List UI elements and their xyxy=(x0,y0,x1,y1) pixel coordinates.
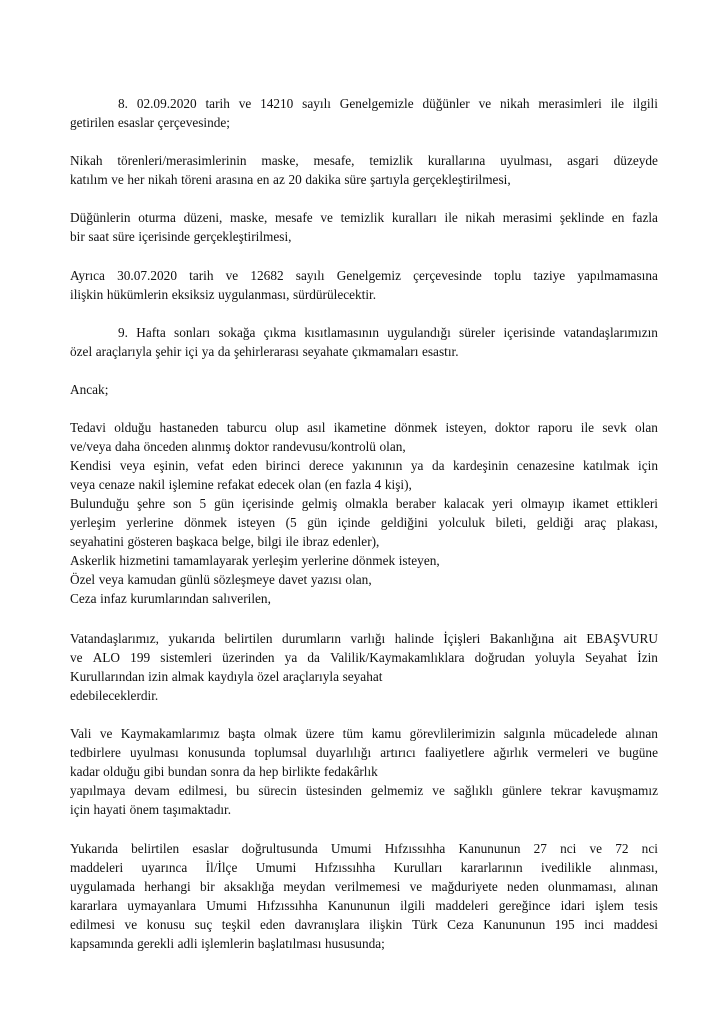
text-line: 9. Hafta sonları sokağa çıkma kısıtlamasının uygulandığı süreler içerisinde vatandaşlarımızın xyxy=(118,325,658,340)
text-line: katılım ve her nikah töreni arasına en az 20 dakika süre şartıyla gerçekleştirilmesi, xyxy=(70,172,511,187)
text-line: için hayati önem taşımaktadır. xyxy=(70,802,232,817)
text-line: uygulamada herhangi bir aksaklığa meydan verilmemesi ve mağduriyete neden olunmaması, alınan xyxy=(70,879,658,894)
text-line: özel araçlarıyla şehir içi ya da şehirlerarası seyahate çıkmamaları esastır. xyxy=(70,344,459,359)
text-line: ve ALO 199 sistemleri üzerinden ya da Valilik/Kaymakamlıklara doğrudan yoluyla Seyahat İzin xyxy=(70,650,658,665)
text-line: edebileceklerdir. xyxy=(70,688,159,703)
text-line: 8. 02.09.2020 tarih ve 14210 sayılı Genelgemizle düğünler ve nikah merasimleri ile ilgili xyxy=(118,96,658,111)
text-line: Ceza infaz kurumlarından salıverilen, xyxy=(70,591,271,606)
text-line: Özel veya kamudan günlü sözleşmeye davet yazısı olan, xyxy=(70,572,372,587)
paragraph-p-yukarida xyxy=(70,839,658,953)
paragraph-p-vali xyxy=(70,724,658,819)
text-line: yapılmaya devam edilmesi, bu sürecin üstesinden gelmemiz ve sağlıklı günlere tekrar kavuşmamız xyxy=(70,783,658,798)
text-line: Yukarıda belirtilen esaslar doğrultusunda Umumi Hıfzıssıhha Kanununun 27 nci ve 72 nci xyxy=(70,841,658,856)
text-line: Kurullarından izin almak kaydıyla özel araçlarıyla seyahat xyxy=(70,669,383,684)
paragraph-p-ancak xyxy=(70,380,658,399)
paragraph-p-nikah xyxy=(70,151,658,189)
text-line: Nikah törenleri/merasimlerinin maske, mesafe, temizlik kurallarına uyulması, asgari düzeyde xyxy=(70,153,658,168)
paragraph-p9 xyxy=(70,323,658,361)
text-line: kararlara uymayanlara Umumi Hıfzıssıhha Kanununun ilgili maddeleri gereğince idari işlem tesis xyxy=(70,898,658,913)
text-line: ve/veya daha önceden alınmış doktor randevusu/kontrolü olan, xyxy=(70,439,406,454)
text-line: bir saat süre içerisinde gerçekleştirilmesi, xyxy=(70,229,292,244)
text-line: Vali ve Kaymakamlarımız başta olmak üzere tüm kamu görevlilerimizin salgınla mücadelede alınan xyxy=(70,726,658,741)
text-line: Askerlik hizmetini tamamlayarak yerleşim yerlerine dönmek isteyen, xyxy=(70,553,440,568)
text-line: edilmesi ve konusu suç teşkil eden davranışlara ilişkin Türk Ceza Kanununun 195 inci maddesi xyxy=(70,917,658,932)
paragraph-p8 xyxy=(70,94,658,132)
paragraph-p-dugun xyxy=(70,208,658,246)
paragraph-p-vatandas xyxy=(70,629,658,705)
text-line: seyahatini gösteren başkaca belge, bilgi ile ibraz edenler), xyxy=(70,534,380,549)
text-line: Bulunduğu şehre son 5 gün içerisinde gelmiş olmakla beraber kalacak yeri olmayıp ikamet ettikleri xyxy=(70,496,658,511)
text-line: ilişkin hükümlerin eksiksiz uygulanması, sürdürülecektir. xyxy=(70,287,377,302)
text-line: Tedavi olduğu hastaneden taburcu olup asıl ikametine dönmek isteyen, doktor raporu ile sevk olan xyxy=(70,420,658,435)
text-line: kapsamında gerekli adli işlemlerin başlatılması hususunda; xyxy=(70,936,385,951)
paragraph-p-list xyxy=(70,418,658,608)
text-line: getirilen esaslar çerçevesinde; xyxy=(70,115,231,130)
paragraph-p-ayrica xyxy=(70,266,658,304)
text-line: yerleşim yerlerine dönmek isteyen (5 gün içinde geldiğini yolculuk bileti, geldiği araç plakası, xyxy=(70,515,658,530)
text-line: Ayrıca 30.07.2020 tarih ve 12682 sayılı Genelgemiz çerçevesinde toplu taziye yapılmamasına xyxy=(70,268,658,283)
text-line: veya cenaze nakil işlemine refakat edecek olan (en fazla 4 kişi), xyxy=(70,477,412,492)
text-line: kadar olduğu gibi bundan sonra da hep birlikte fedakârlık xyxy=(70,764,378,779)
text-line: Düğünlerin oturma düzeni, maske, mesafe ve temizlik kuralları ile nikah merasimi şeklinde en fazla xyxy=(70,210,658,225)
text-line: tedbirlere uyulması konusunda toplumsal duyarlılığı artırıcı faaliyetlere ağırlık vermeleri ve bugüne xyxy=(70,745,658,760)
text-line: Kendisi veya eşinin, vefat eden birinci derece yakınının ya da kardeşinin cenazesine katılmak için xyxy=(70,458,658,473)
text-line: Vatandaşlarımız, yukarıda belirtilen durumların varlığı halinde İçişleri Bakanlığına ait EBAŞVURU xyxy=(70,631,658,646)
text-line: Ancak; xyxy=(70,382,109,397)
text-line: maddeleri uyarınca İl/İlçe Umumi Hıfzıssıhha Kurulları kararlarının ivedilikle alınması, xyxy=(70,860,658,875)
